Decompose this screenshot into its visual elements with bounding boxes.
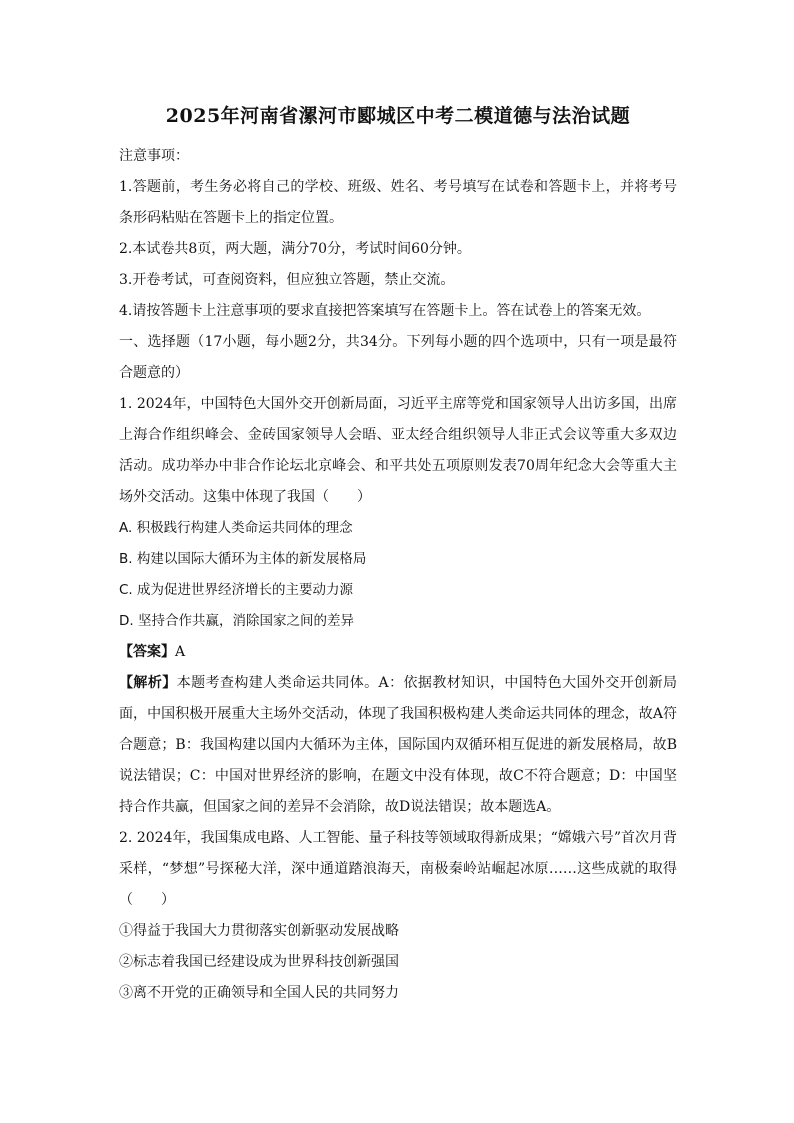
analysis-label: 【解析】 [119, 675, 177, 691]
question-1-answer [119, 637, 677, 668]
question-1-option-d: D. 坚持合作共赢，消除国家之间的差异 [119, 613, 354, 629]
analysis-text: 本题考查构建人类命运共同体。A：依据教材知识，中国特色大国外交开创新局面，中国积极开展重大主场外交活动，体现了我国积极构建人类命运共同体的理念，故A符合题意；B：我国构建以国内大循环为主体，国际国内双循环相互促进的新发展格局，故B说法错误；C：中国对世界经济的影响，在题文中没有体现，故C不符合题意；D：中国坚持合作共赢，但国家之间的差异不会消除，故D说法错误；故本题选A。 [119, 675, 678, 815]
notice-1: 1.答题前，考生务必将自己的学校、班级、姓名、考号填写在试卷和答题卡上，并将考号条形码粘贴在答题卡上的指定位置。 [119, 179, 677, 226]
section-one-heading: 一、选择题（17小题，每小题2分，共34分。下列每小题的四个选项中，只有一项是最符合题意的） [119, 334, 677, 381]
question-1-stem: 1. 2024年，中国特色大国外交开创新局面，习近平主席等党和国家领导人出访多国，出席上海合作组织峰会、金砖国家领导人会晤、亚太经合组织领导人非正式会议等重大多双边活动。成功举办中非合作论坛北京峰会、和平共处五项原则发表70周年纪念大会等重大主场外交活动。这集中体现了我国（ ） [119, 396, 677, 505]
document-content [119, 103, 677, 1009]
question-1-option-c: C. 成为促进世界经济增长的主要动力源 [119, 582, 354, 598]
page-title: 2025年河南省漯河市郾城区中考二模道德与法治试题 [165, 105, 631, 127]
notice-4: 4.请按答题卡上注意事项的要求直接把答案填写在答题卡上。答在试卷上的答案无效。 [119, 303, 651, 319]
notice-2: 2.本试卷共8页，两大题，满分70分，考试时间60分钟。 [119, 241, 471, 257]
question-2-stem: 2. 2024年，我国集成电路、人工智能、量子科技等领域取得新成果；“嫦娥六号”首次月背采样，“梦想”号探秘大洋，深中通道踏浪海天，南极秦岭站崛起冰原……这些成就的取得（ ） [119, 830, 677, 908]
notice-heading: 注意事项： [119, 148, 189, 164]
notice-3: 3.开卷考试，可查阅资料，但应独立答题，禁止交流。 [119, 272, 455, 288]
answer-label: 【答案】 [119, 644, 175, 660]
answer-value: A [175, 644, 186, 660]
question-2-item-3: ③离不开党的正确领导和全国人民的共同努力 [119, 985, 399, 1001]
question-2-item-2: ②标志着我国已经建设成为世界科技创新强国 [119, 954, 399, 970]
question-1-option-b: B. 构建以国际大循环为主体的新发展格局 [119, 551, 367, 567]
question-2-item-1: ①得益于我国大力贯彻落实创新驱动发展战略 [119, 923, 399, 939]
question-1-option-a: A. 积极践行构建人类命运共同体的理念 [119, 520, 353, 536]
question-1-analysis [119, 668, 677, 823]
